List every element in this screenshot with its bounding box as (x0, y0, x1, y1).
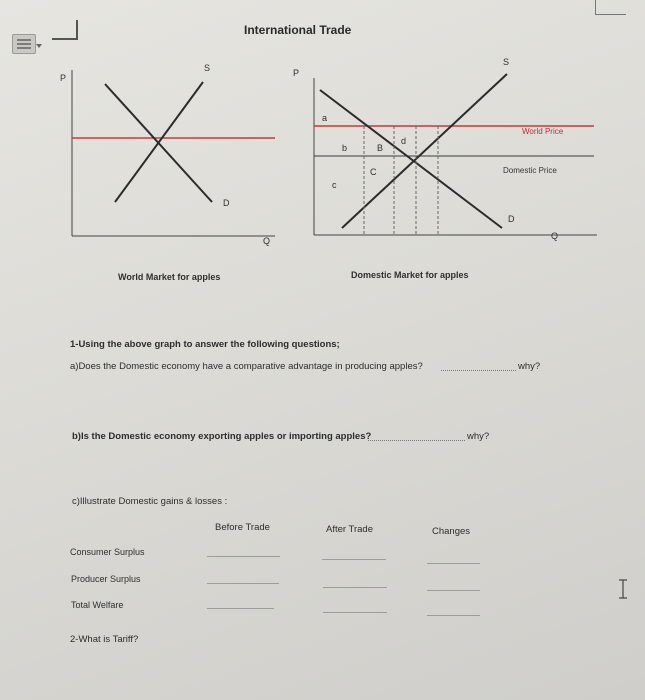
world-market-graph (70, 60, 280, 250)
demand-curve (105, 84, 212, 202)
right-graph-caption: Domestic Market for apples (351, 270, 469, 280)
table-header-after: After Trade (326, 524, 373, 535)
cell-cs-before[interactable] (207, 556, 280, 557)
table-row-consumer-surplus: Consumer Surplus (70, 547, 145, 557)
corner-crop-mark-right (595, 0, 626, 15)
area-label-b-mark: B (377, 143, 384, 153)
right-p-axis-label: P (293, 68, 300, 78)
right-supply-label: S (503, 57, 510, 67)
left-p-axis-label: P (60, 73, 67, 83)
cell-cs-after[interactable] (322, 559, 386, 560)
answer-blank-b[interactable] (368, 440, 465, 441)
question-a-why: why? (518, 361, 541, 372)
answer-blank-a[interactable] (441, 370, 516, 371)
table-row-total-welfare: Total Welfare (71, 600, 124, 610)
table-row-producer-surplus: Producer Surplus (71, 574, 141, 584)
area-label-b: b (342, 143, 348, 153)
question-b-why: why? (467, 431, 490, 442)
cell-ps-before[interactable] (207, 583, 279, 584)
supply-curve (115, 82, 203, 202)
domestic-price-label: Domestic Price (503, 166, 557, 175)
page-title: International Trade (244, 23, 352, 37)
question-c: c)Illustrate Domestic gains & losses : (72, 496, 228, 507)
text-cursor-icon (617, 578, 629, 600)
chevron-down-icon[interactable] (36, 44, 42, 48)
table-header-before: Before Trade (215, 522, 270, 533)
area-label-c-upper: C (370, 167, 377, 177)
cell-tw-changes[interactable] (427, 615, 480, 616)
left-demand-label: D (223, 198, 230, 208)
table-header-changes: Changes (432, 526, 471, 537)
domestic-market-graph (312, 70, 602, 242)
question-b: b)Is the Domestic economy exporting apples or importing apples? (72, 431, 372, 442)
corner-crop-mark (52, 20, 78, 40)
questions-intro: 1-Using the above graph to answer the following questions; (70, 339, 340, 350)
area-label-c-lower: c (332, 180, 337, 190)
cell-tw-before[interactable] (207, 608, 274, 609)
left-q-axis-label: Q (263, 236, 271, 246)
cell-ps-changes[interactable] (427, 590, 480, 591)
world-price-label: World Price (522, 127, 564, 136)
document-icon[interactable] (12, 34, 36, 54)
demand-curve (320, 90, 502, 228)
cell-tw-after[interactable] (323, 612, 387, 613)
question-2: 2-What is Tariff? (70, 634, 139, 645)
right-q-axis-label: Q (551, 231, 559, 241)
left-graph-caption: World Market for apples (118, 272, 221, 282)
left-supply-label: S (204, 63, 211, 73)
question-a: a)Does the Domestic economy have a comparative advantage in producing apples? (70, 361, 423, 372)
cell-ps-after[interactable] (323, 587, 387, 588)
area-label-d: d (401, 136, 407, 146)
area-label-a: a (322, 113, 328, 123)
supply-curve (342, 74, 507, 228)
cell-cs-changes[interactable] (427, 563, 480, 564)
right-demand-label: D (508, 214, 515, 224)
